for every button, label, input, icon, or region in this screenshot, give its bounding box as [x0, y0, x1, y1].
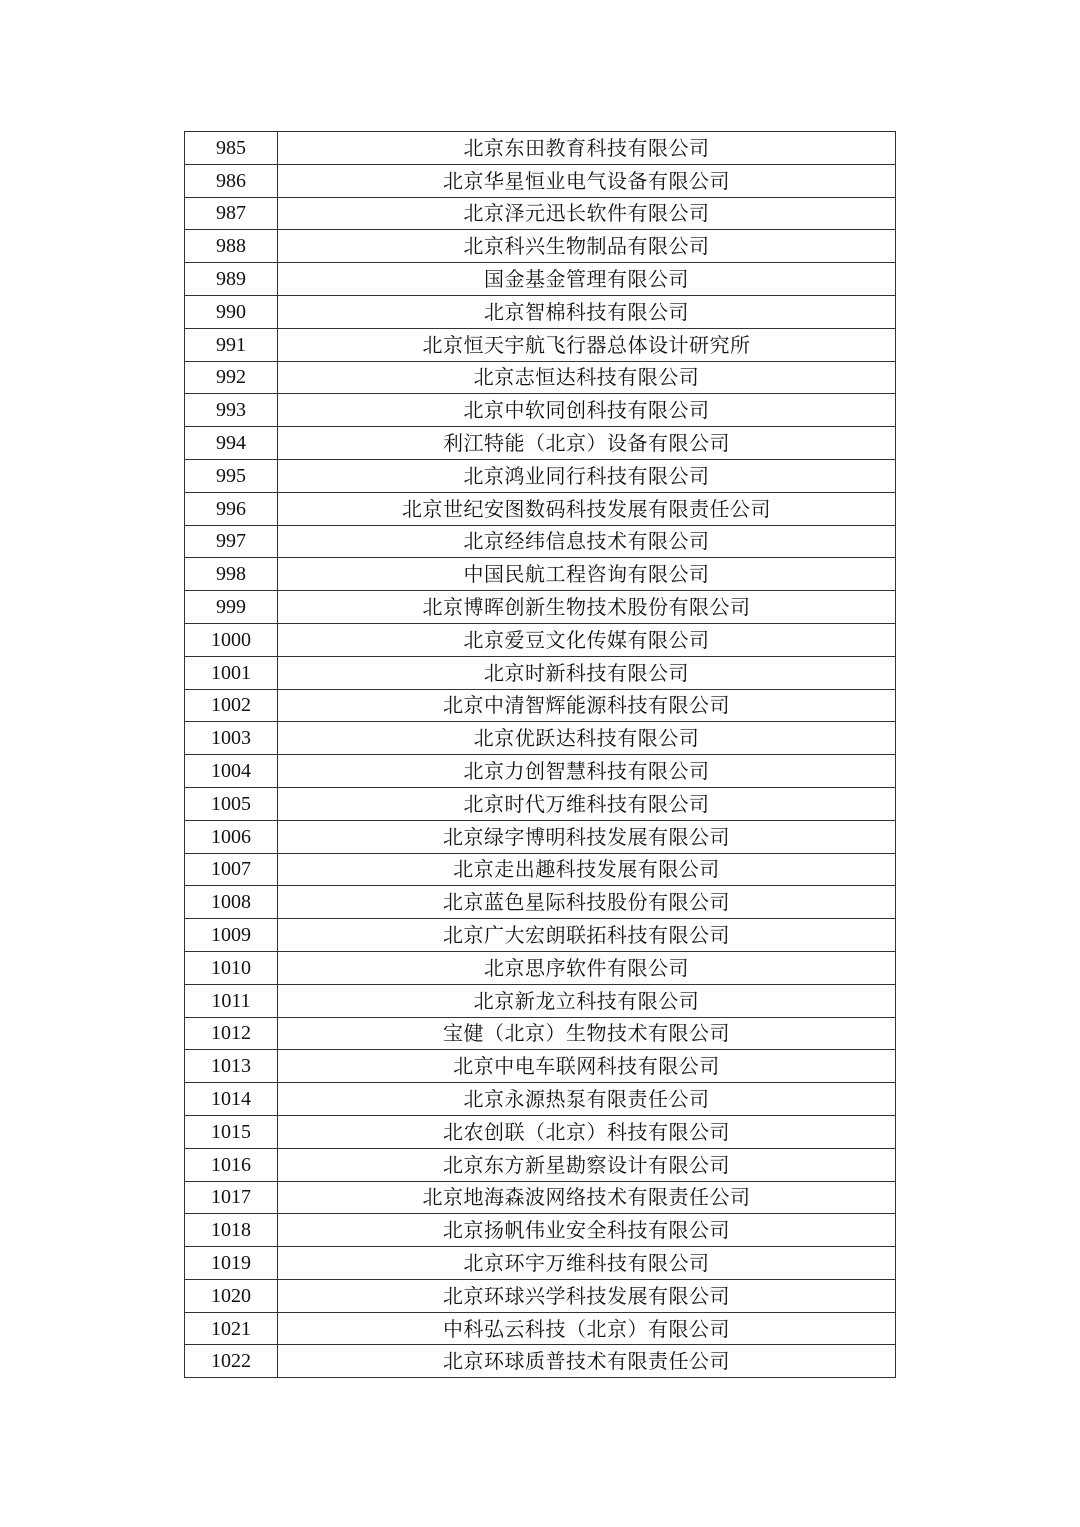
row-number: 1016 — [185, 1148, 278, 1181]
table-row — [185, 525, 896, 558]
table-row — [185, 1017, 896, 1050]
table-row — [185, 1050, 896, 1083]
row-number: 1011 — [185, 984, 278, 1017]
table-row — [185, 1214, 896, 1247]
row-number: 1004 — [185, 755, 278, 788]
table-row — [185, 558, 896, 591]
row-number: 1019 — [185, 1247, 278, 1280]
row-number: 1009 — [185, 919, 278, 952]
table-row — [185, 459, 896, 492]
company-name: 北京走出趣科技发展有限公司 — [278, 853, 896, 886]
table-row — [185, 1279, 896, 1312]
company-name: 北京新龙立科技有限公司 — [278, 984, 896, 1017]
table-row — [185, 263, 896, 296]
table-row — [185, 656, 896, 689]
row-number: 1008 — [185, 886, 278, 919]
table-row — [185, 361, 896, 394]
row-number: 1003 — [185, 722, 278, 755]
table-row — [185, 164, 896, 197]
table-body — [185, 132, 896, 1378]
company-name: 北京科兴生物制品有限公司 — [278, 230, 896, 263]
table-row — [185, 951, 896, 984]
row-number: 993 — [185, 394, 278, 427]
company-name: 利江特能（北京）设备有限公司 — [278, 427, 896, 460]
row-number: 1000 — [185, 623, 278, 656]
table-row — [185, 1115, 896, 1148]
row-number: 1005 — [185, 787, 278, 820]
company-name: 北京华星恒业电气设备有限公司 — [278, 164, 896, 197]
company-name: 北京世纪安图数码科技发展有限责任公司 — [278, 492, 896, 525]
company-name: 宝健（北京）生物技术有限公司 — [278, 1017, 896, 1050]
company-name: 北京中清智辉能源科技有限公司 — [278, 689, 896, 722]
table-row — [185, 132, 896, 165]
row-number: 996 — [185, 492, 278, 525]
company-name: 北京环宇万维科技有限公司 — [278, 1247, 896, 1280]
company-name: 北京中电车联网科技有限公司 — [278, 1050, 896, 1083]
company-name: 北京力创智慧科技有限公司 — [278, 755, 896, 788]
table-row — [185, 591, 896, 624]
company-name: 北京泽元迅长软件有限公司 — [278, 197, 896, 230]
row-number: 987 — [185, 197, 278, 230]
table-row — [185, 853, 896, 886]
row-number: 1001 — [185, 656, 278, 689]
row-number: 1015 — [185, 1115, 278, 1148]
row-number: 994 — [185, 427, 278, 460]
company-name: 北京志恒达科技有限公司 — [278, 361, 896, 394]
table-row — [185, 787, 896, 820]
company-name: 北京时新科技有限公司 — [278, 656, 896, 689]
row-number: 986 — [185, 164, 278, 197]
company-name: 北京广大宏朗联拓科技有限公司 — [278, 919, 896, 952]
table-row — [185, 722, 896, 755]
company-name: 北京绿字博明科技发展有限公司 — [278, 820, 896, 853]
row-number: 998 — [185, 558, 278, 591]
row-number: 988 — [185, 230, 278, 263]
row-number: 1020 — [185, 1279, 278, 1312]
table-row — [185, 919, 896, 952]
table-row — [185, 1345, 896, 1378]
company-name: 北京时代万维科技有限公司 — [278, 787, 896, 820]
table-row — [185, 1083, 896, 1116]
table-row — [185, 623, 896, 656]
company-name: 北京中软同创科技有限公司 — [278, 394, 896, 427]
company-name: 北京环球兴学科技发展有限公司 — [278, 1279, 896, 1312]
row-number: 1010 — [185, 951, 278, 984]
row-number: 1013 — [185, 1050, 278, 1083]
company-name: 北京蓝色星际科技股份有限公司 — [278, 886, 896, 919]
company-name: 北京经纬信息技术有限公司 — [278, 525, 896, 558]
table-row — [185, 230, 896, 263]
company-name: 北京恒天宇航飞行器总体设计研究所 — [278, 328, 896, 361]
company-name: 北京鸿业同行科技有限公司 — [278, 459, 896, 492]
company-name: 北京思序软件有限公司 — [278, 951, 896, 984]
company-list-table — [184, 131, 896, 1378]
row-number: 1022 — [185, 1345, 278, 1378]
row-number: 1002 — [185, 689, 278, 722]
company-name: 北京爱豆文化传媒有限公司 — [278, 623, 896, 656]
row-number: 1006 — [185, 820, 278, 853]
company-name: 北京环球质普技术有限责任公司 — [278, 1345, 896, 1378]
row-number: 997 — [185, 525, 278, 558]
table-row — [185, 886, 896, 919]
table-row — [185, 394, 896, 427]
row-number: 999 — [185, 591, 278, 624]
table-row — [185, 1181, 896, 1214]
row-number: 1017 — [185, 1181, 278, 1214]
row-number: 992 — [185, 361, 278, 394]
table-row — [185, 689, 896, 722]
row-number: 1014 — [185, 1083, 278, 1116]
table-row — [185, 1247, 896, 1280]
company-name: 中科弘云科技（北京）有限公司 — [278, 1312, 896, 1345]
company-name: 北京智棉科技有限公司 — [278, 295, 896, 328]
company-name: 北京优跃达科技有限公司 — [278, 722, 896, 755]
company-name: 北京博晖创新生物技术股份有限公司 — [278, 591, 896, 624]
company-name: 北京东田教育科技有限公司 — [278, 132, 896, 165]
row-number: 1018 — [185, 1214, 278, 1247]
row-number: 989 — [185, 263, 278, 296]
row-number: 990 — [185, 295, 278, 328]
company-name: 北农创联（北京）科技有限公司 — [278, 1115, 896, 1148]
row-number: 985 — [185, 132, 278, 165]
table-row — [185, 1312, 896, 1345]
row-number: 995 — [185, 459, 278, 492]
table-row — [185, 492, 896, 525]
company-name: 北京扬帆伟业安全科技有限公司 — [278, 1214, 896, 1247]
table-row — [185, 984, 896, 1017]
table-row — [185, 427, 896, 460]
company-name: 北京东方新星勘察设计有限公司 — [278, 1148, 896, 1181]
company-name: 北京永源热泵有限责任公司 — [278, 1083, 896, 1116]
row-number: 1021 — [185, 1312, 278, 1345]
company-name: 国金基金管理有限公司 — [278, 263, 896, 296]
table-row — [185, 295, 896, 328]
table-row — [185, 197, 896, 230]
row-number: 1007 — [185, 853, 278, 886]
company-name: 北京地海森波网络技术有限责任公司 — [278, 1181, 896, 1214]
table-row — [185, 755, 896, 788]
company-name: 中国民航工程咨询有限公司 — [278, 558, 896, 591]
table-row — [185, 328, 896, 361]
row-number: 991 — [185, 328, 278, 361]
table-row — [185, 1148, 896, 1181]
table-row — [185, 820, 896, 853]
row-number: 1012 — [185, 1017, 278, 1050]
